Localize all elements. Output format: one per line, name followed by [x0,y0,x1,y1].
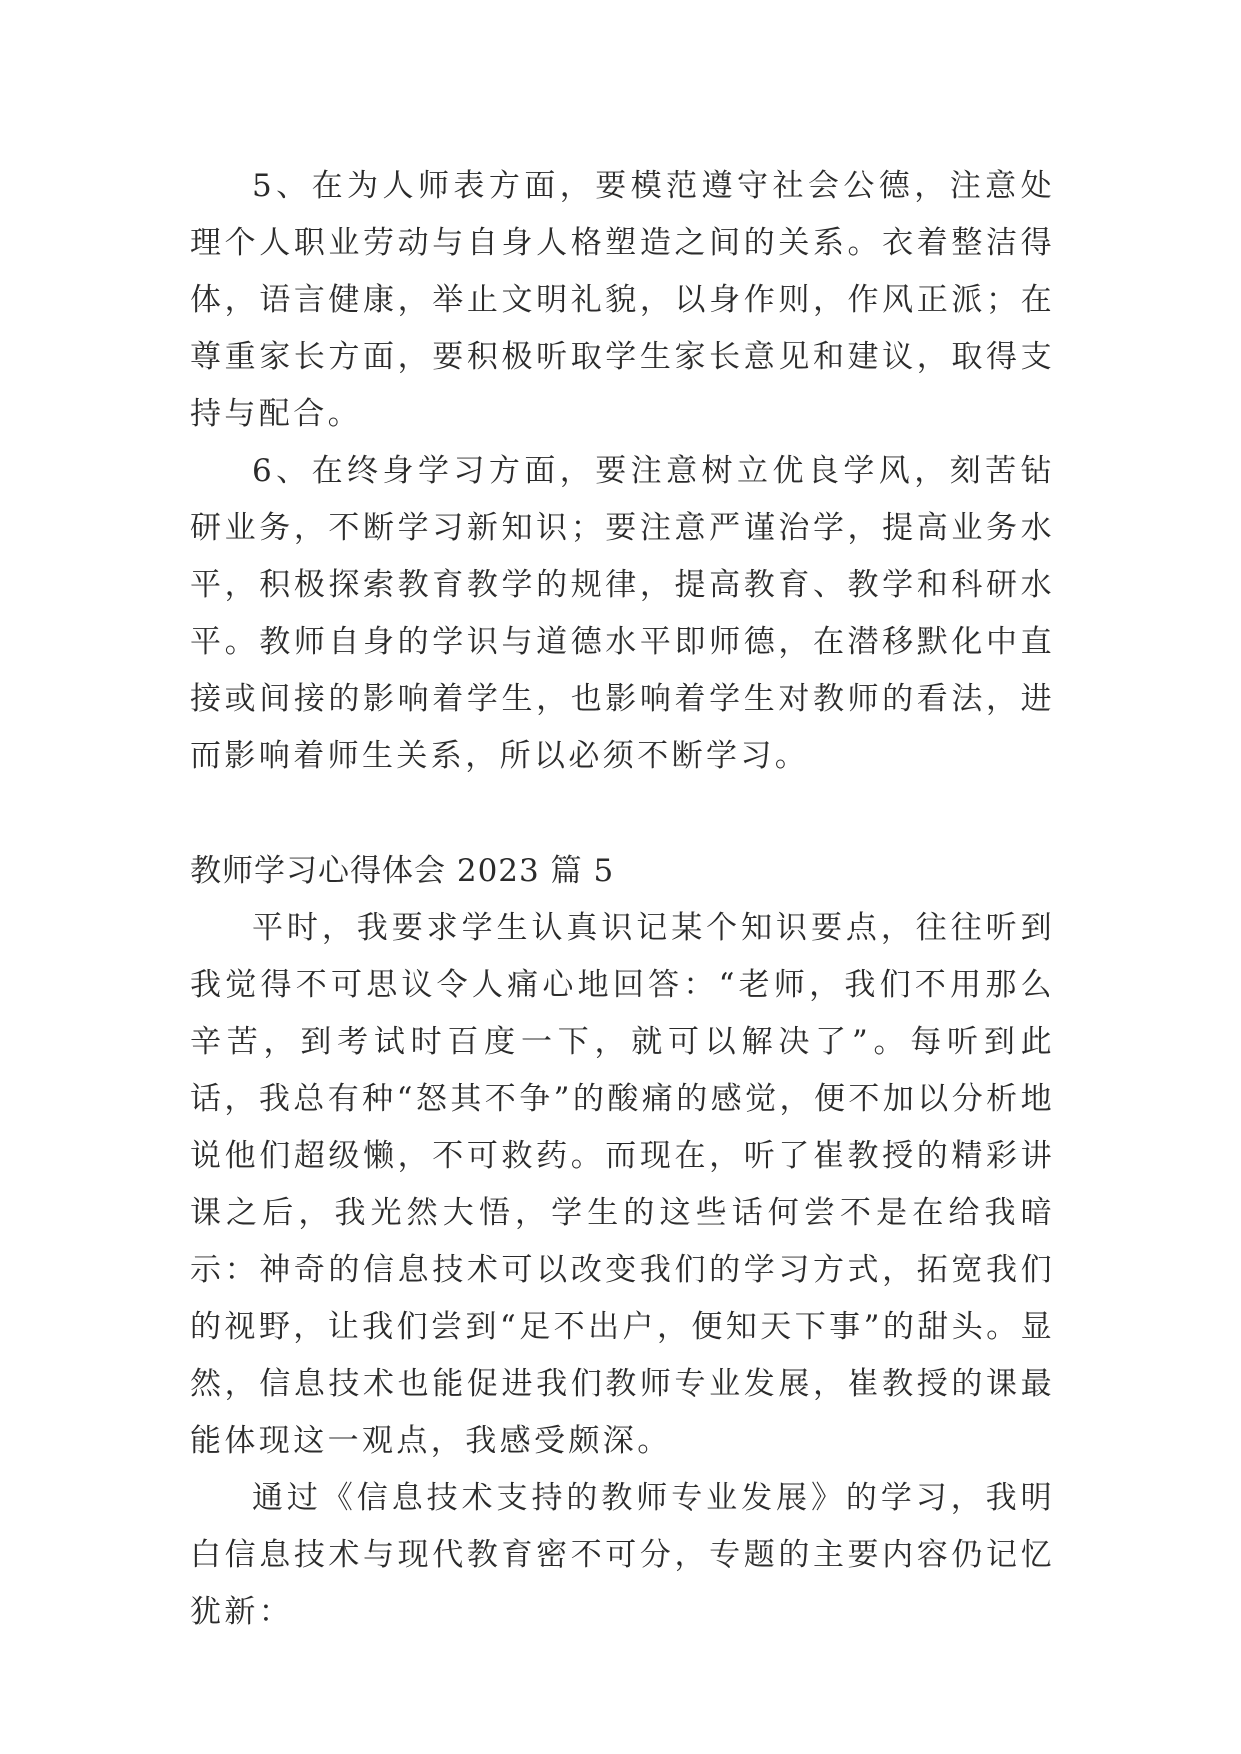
section-spacer [190,785,1055,843]
paragraph-item-6: 6、在终身学习方面，要注意树立优良学风，刻苦钻研业务，不断学习新知识；要注意严谨治学，提高业务水平，积极探索教育教学的规律，提高教育、教学和科研水平。教师自身的学识与道德水平即师德，在潜移默化中直接或间接的影响着学生，也影响着学生对教师的看法，进而影响着师生关系，所以必须不断学习。 [190,453,1055,774]
document-body [190,158,1055,1641]
paragraph-item-5: 5、在为人师表方面，要模范遵守社会公德，注意处理个人职业劳动与自身人格塑造之间的关系。衣着整洁得体，语言健康，举止文明礼貌，以身作则，作风正派；在尊重家长方面，要积极听取学生家长意见和建议，取得支持与配合。 [190,168,1055,432]
paragraph-body-2: 通过《信息技术支持的教师专业发展》的学习，我明白信息技术与现代教育密不可分，专题的主要内容仍记忆犹新： [190,1480,1055,1630]
paragraph-body-1: 平时，我要求学生认真识记某个知识要点，往往听到我觉得不可思议令人痛心地回答：“老师，我们不用那么辛苦，到考试时百度一下，就可以解决了”。每听到此话，我总有种“怒其不争”的酸痛的感觉，便不加以分析地说他们超级懒，不可救药。而现在，听了崔教授的精彩讲课之后，我光然大悟，学生的这些话何尝不是在给我暗示：神奇的信息技术可以改变我们的学习方式，拓宽我们的视野，让我们尝到“足不出户，便知天下事”的甜头。显然，信息技术也能促进我们教师专业发展，崔教授的课最能体现这一观点，我感受颇深。 [190,910,1055,1459]
section-heading: 教师学习心得体会 2023 篇 5 [190,853,615,889]
